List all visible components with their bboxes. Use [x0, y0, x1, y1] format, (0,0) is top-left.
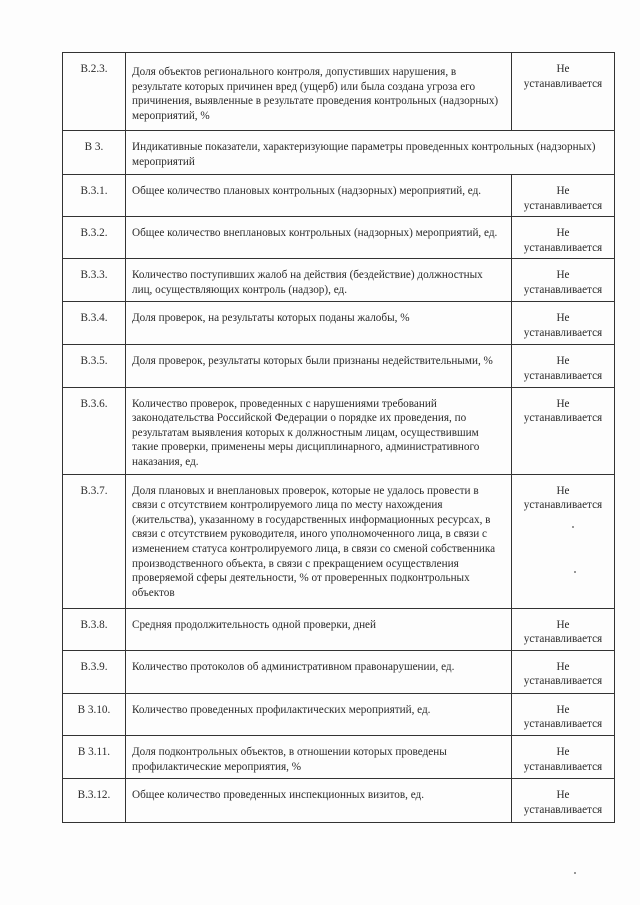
- row-code: В.3.2.: [63, 217, 126, 259]
- value-line-2: устанавливается: [523, 499, 603, 512]
- row-code: В.3.5.: [63, 345, 126, 387]
- value-line-1: Не: [556, 269, 570, 282]
- value-line-1: Не: [556, 397, 570, 410]
- value-line-2: устанавливается: [523, 760, 603, 773]
- value-line-2: устанавливается: [523, 412, 603, 425]
- row-code: В.3.1.: [63, 175, 126, 217]
- table-row: [63, 217, 615, 259]
- row-code: B.2.3.: [63, 53, 126, 131]
- row-value: [512, 53, 615, 131]
- value-line-1: Не: [556, 355, 570, 368]
- row-value: [512, 387, 615, 474]
- row-text: Количество проверок, проведенных с нарушениями требований законодательства Российской Федерации о порядке их проведения, по результатам выявления которых к должностным лицам, осуществившим такие проверки, применены меры дисциплинарного, административного наказания, ед.: [126, 387, 512, 474]
- value-line-1: Не: [556, 745, 570, 758]
- value-line-2: устанавливается: [523, 199, 603, 212]
- row-text: Средняя продолжительность одной проверки, дней: [126, 608, 512, 650]
- row-value: [512, 778, 615, 822]
- row-code: В.3.9.: [63, 650, 126, 693]
- value-line-1: Не: [556, 788, 570, 801]
- row-code: В.3.7.: [63, 474, 126, 608]
- row-code: В.3.12.: [63, 778, 126, 822]
- row-code: В 3.11.: [63, 735, 126, 778]
- table-row: [63, 53, 615, 131]
- table-row: [63, 778, 615, 822]
- row-value: [512, 302, 615, 345]
- row-value: [512, 608, 615, 650]
- row-text: Доля проверок, на результаты которых поданы жалобы, %: [126, 302, 512, 345]
- row-code: В.3.3.: [63, 259, 126, 302]
- table-row: [63, 345, 615, 387]
- value-line-1: Не: [556, 703, 570, 716]
- value-line-2: устанавливается: [523, 803, 603, 816]
- row-text: Доля объектов регионального контроля, допустивших нарушения, в результате которых причинен вред (ущерб) или была создана угроза его причинения, выявленные в результате проведения контрольных (надзорных) мероприятий, %: [126, 53, 512, 131]
- value-line-2: устанавливается: [523, 77, 603, 90]
- value-line-1: Не: [556, 484, 570, 497]
- row-code: В 3.10.: [63, 693, 126, 735]
- row-text: Количество протоколов об административном правонарушении, ед.: [126, 650, 512, 693]
- table-row: [63, 175, 615, 217]
- row-text: Общее количество плановых контрольных (надзорных) мероприятий, ед.: [126, 175, 512, 217]
- value-line-1: Не: [556, 63, 570, 75]
- table-row: [63, 302, 615, 345]
- indicators-table: [62, 52, 615, 823]
- row-value: [512, 259, 615, 302]
- value-line-1: Не: [556, 618, 570, 631]
- table-row: [63, 693, 615, 735]
- row-text: Общее количество проведенных инспекционных визитов, ед.: [126, 778, 512, 822]
- table-row: [63, 259, 615, 302]
- row-code: В 3.: [63, 131, 126, 175]
- table-row: [63, 650, 615, 693]
- table-row: [63, 131, 615, 175]
- row-value: [512, 735, 615, 778]
- row-code: В.3.4.: [63, 302, 126, 345]
- row-code: В.3.6.: [63, 387, 126, 474]
- value-line-2: устанавливается: [523, 718, 603, 731]
- value-line-1: Не: [556, 185, 570, 197]
- value-line-2: устанавливается: [523, 283, 603, 296]
- row-code: В.3.8.: [63, 608, 126, 650]
- row-text: Доля подконтрольных объектов, в отношении которых проведены профилактические мероприятия, %: [126, 735, 512, 778]
- row-value: [512, 175, 615, 217]
- scan-speck: [572, 526, 574, 528]
- row-text: Доля плановых и внеплановых проверок, которые не удалось провести в связи с отсутствием контролируемого лица по месту нахождения (жительства), указанному в государственных информационных ресурсах, в связи с отсутствием руководителя, иного уполномоченного лица, в связи с изменением статуса контролируемого лица, в связи со сменой собственника производственного объекта, в связи с прекращением осуществления проверяемой сферы деятельности, % от проверенных подконтрольных объектов: [126, 474, 512, 608]
- table-row: [63, 608, 615, 650]
- scan-speck: [574, 571, 576, 573]
- section-heading: Индикативные показатели, характеризующие параметры проведенных контрольных (надзорных) мероприятий: [126, 131, 615, 175]
- value-line-1: Не: [556, 660, 570, 673]
- row-text: Количество проведенных профилактических мероприятий, ед.: [126, 693, 512, 735]
- value-line-2: устанавливается: [523, 633, 603, 646]
- row-text: Количество поступивших жалоб на действия (бездействие) должностных лиц, осуществляющих контроль (надзор), ед.: [126, 259, 512, 302]
- scan-speck: [574, 872, 576, 874]
- row-value: [512, 345, 615, 387]
- row-text: Доля проверок, результаты которых были признаны недействительными, %: [126, 345, 512, 387]
- row-value: [512, 693, 615, 735]
- value-line-1: Не: [556, 312, 570, 325]
- value-line-1: Не: [556, 227, 570, 240]
- row-value: [512, 474, 615, 608]
- row-text: Общее количество внеплановых контрольных (надзорных) мероприятий, ед.: [126, 217, 512, 259]
- value-line-2: устанавливается: [523, 241, 603, 254]
- value-line-2: устанавливается: [523, 675, 603, 688]
- value-line-2: устанавливается: [523, 326, 603, 339]
- table-row: [63, 474, 615, 608]
- value-line-2: устанавливается: [523, 369, 603, 382]
- table-row: [63, 387, 615, 474]
- row-value: [512, 217, 615, 259]
- row-value: [512, 650, 615, 693]
- table-row: [63, 735, 615, 778]
